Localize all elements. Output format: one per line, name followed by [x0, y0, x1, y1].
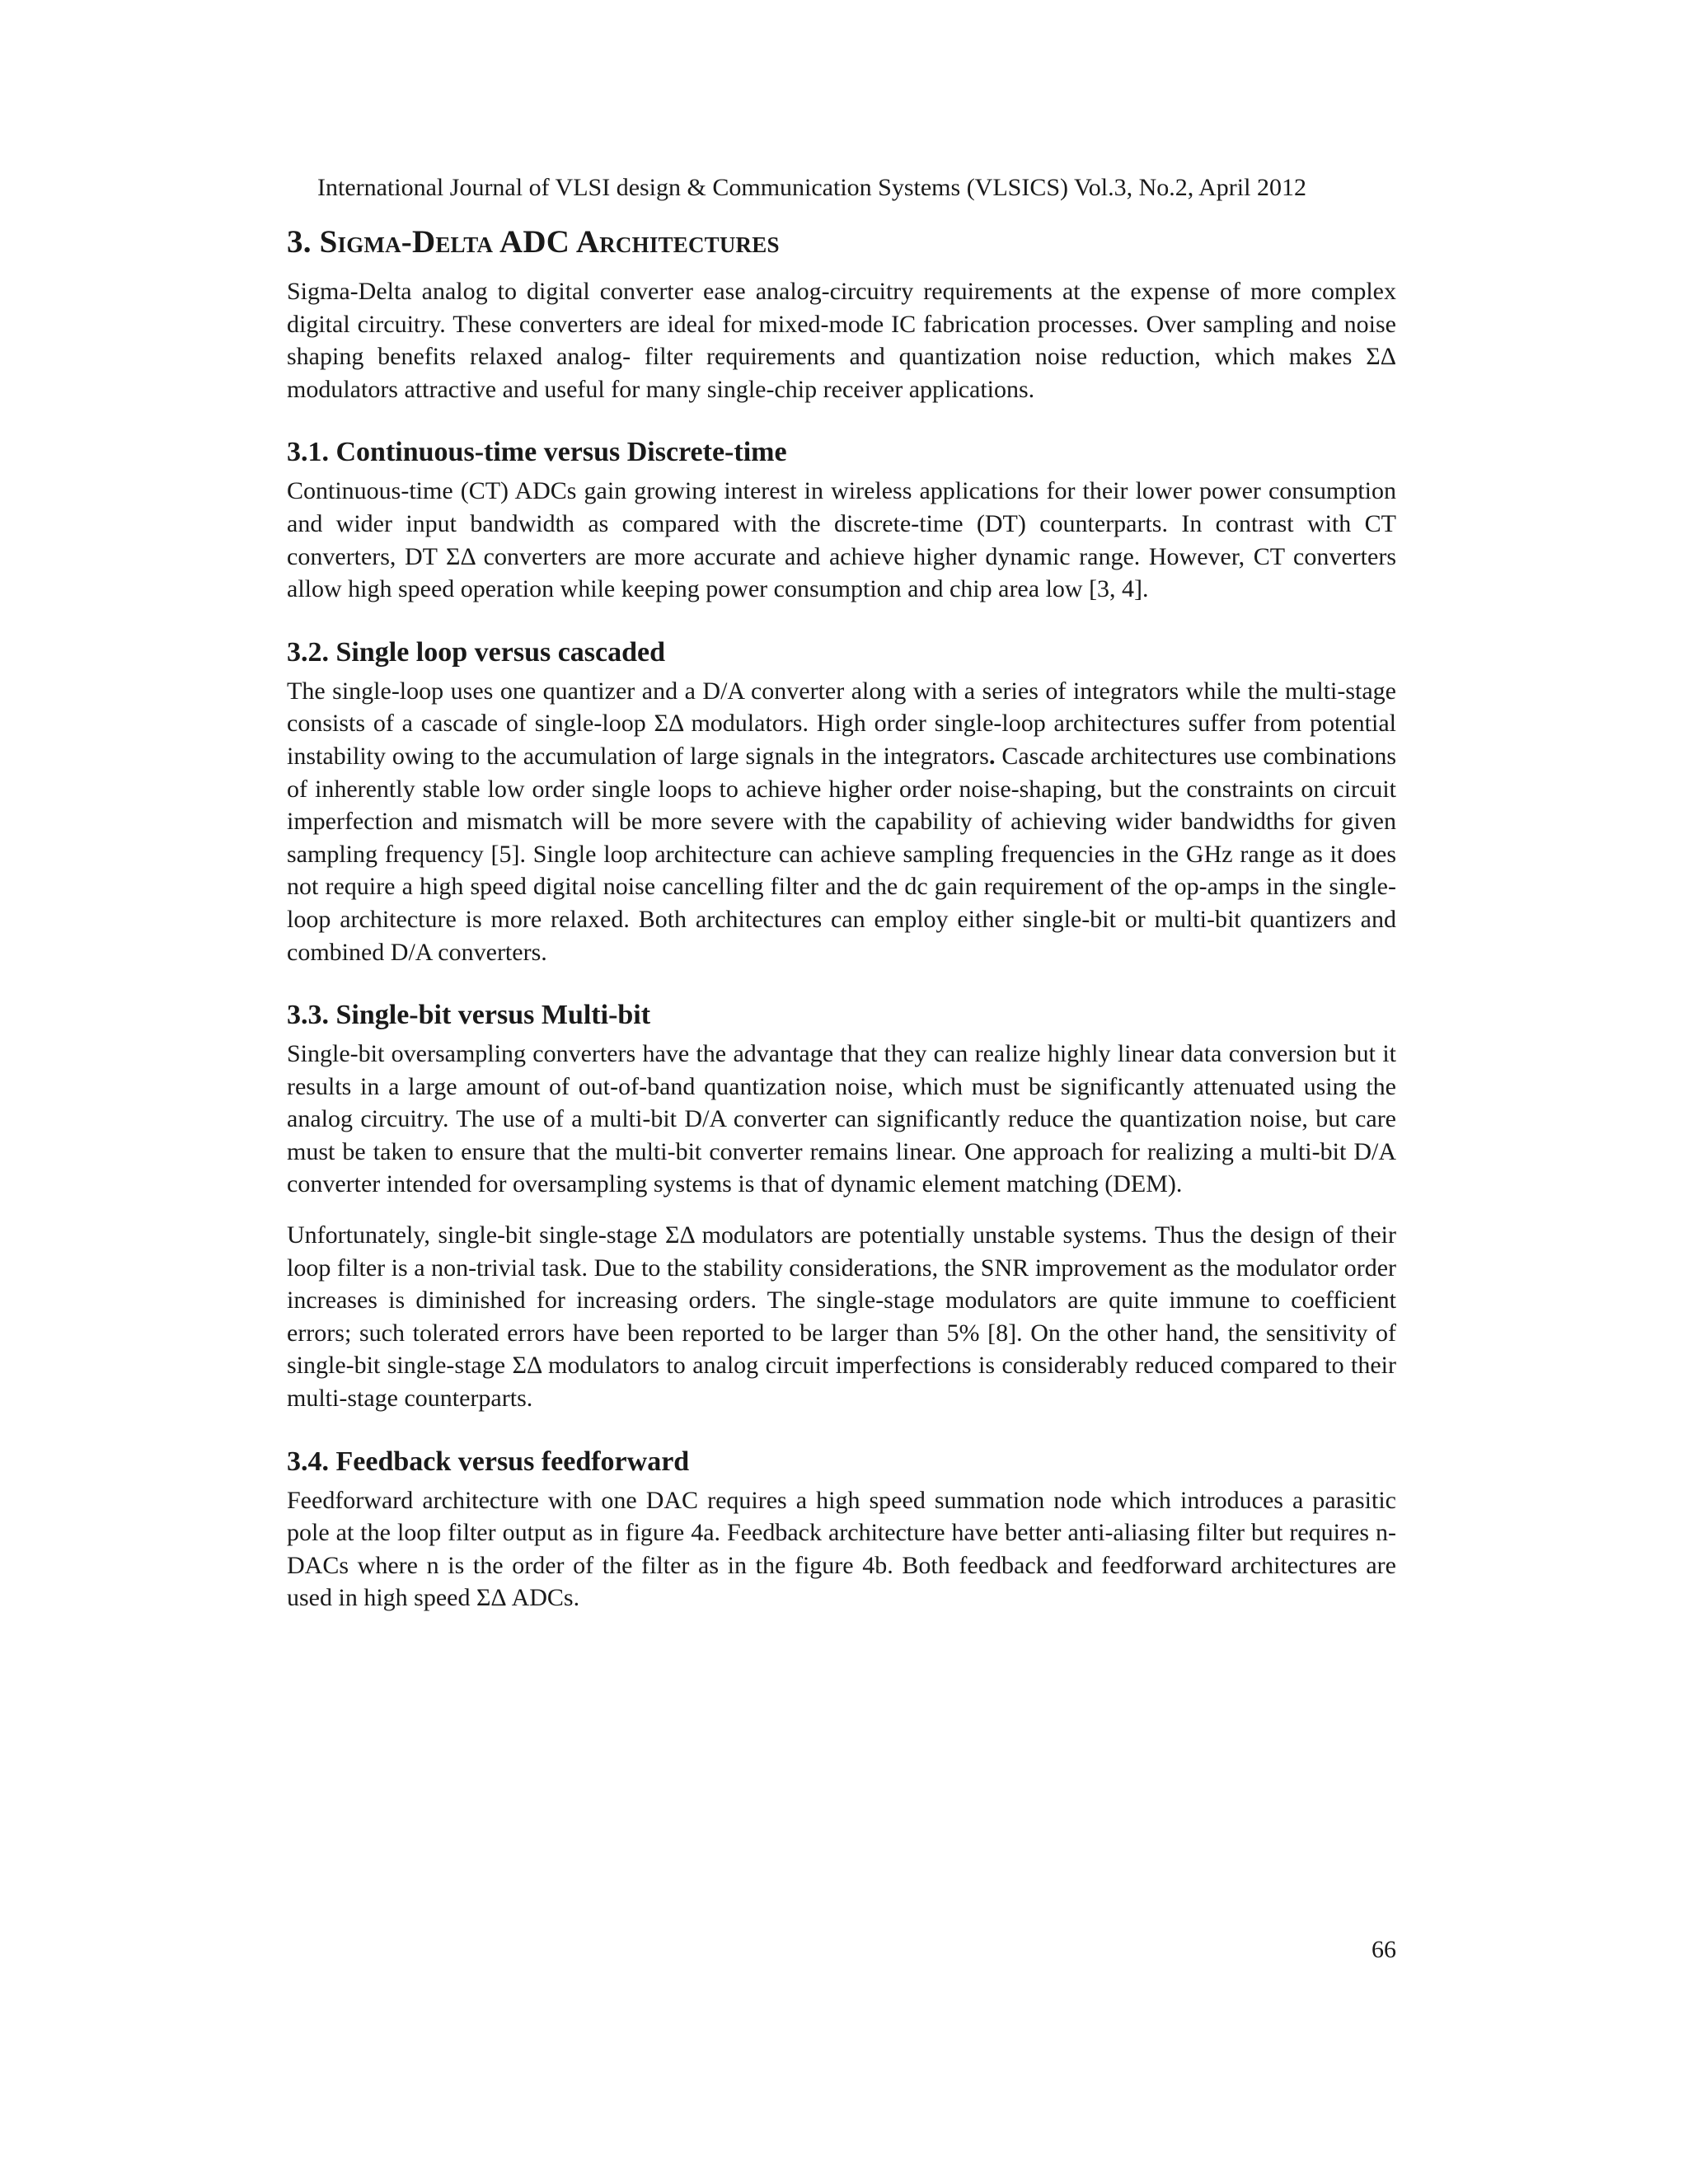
- paragraph-3-2-part-1: The single-loop uses one quantizer and a D/A converter along with a series of integrators while the multi-stage consists of a cascade of single-loop ΣΔ modulators. High order single-loop architectures suffer from potential instability owing to the accumulation of large signals in the integrators: [287, 677, 1396, 770]
- paragraph-3-2-part-2: Cascade architectures use combinations of inherently stable low order single loops to achieve higher order noise-shaping, but the constraints on circuit imperfection and mismatch will be more severe with the capability of achieving wider bandwidths for given sampling frequency [5]. Single loop architecture can achieve sampling frequencies in the GHz range as it does not require a high speed digital noise cancelling filter and the dc gain requirement of the op-amps in the single-loop architecture is more relaxed. Both architectures can employ either single-bit or multi-bit quantizers and combined D/A converters.: [287, 742, 1396, 966]
- section-title: 3. Sigma-Delta ADC Architectures: [287, 224, 780, 260]
- subsection-title-3-3: 3.3. Single-bit versus Multi-bit: [287, 1000, 651, 1031]
- paragraph-3-3-b: Unfortunately, single-bit single-stage ΣΔ modulators are potentially unstable systems. Thus the design of their loop filter is a non-trivial task. Due to the stability considerations, the SNR improvement as the modulator order increases is diminished for increasing orders. The single-stage modulators are quite immune to coefficient errors; such tolerated errors have been reported to be larger than 5% [8]. On the other hand, the sensitivity of single-bit single-stage ΣΔ modulators to analog circuit imperfections is considerably reduced compared to their multi-stage counterparts.: [287, 1221, 1396, 1413]
- subsection-title-3-1: 3.1. Continuous-time versus Discrete-time: [287, 437, 787, 468]
- paragraph-3-1: Continuous-time (CT) ADCs gain growing interest in wireless applications for their lower power consumption and wider input bandwidth as compared with the discrete-time (DT) counterparts. In contrast with CT converters, DT ΣΔ converters are more accurate and achieve higher dynamic range. However, CT converters allow high speed operation while keeping power consumption and chip area low [3, 4].: [287, 477, 1396, 603]
- paragraph-3-2-bold-period: .: [988, 742, 996, 770]
- paragraph-3-4: Feedforward architecture with one DAC requires a high speed summation node which introduces a parasitic pole at the loop filter output as in figure 4a. Feedback architecture have better anti-aliasing filter but requires n-DACs where n is the order of the filter as in the figure 4b. Both feedback and feedforward architectures are used in high speed ΣΔ ADCs.: [287, 1486, 1396, 1612]
- paragraph-3-2: [287, 675, 1396, 968]
- page-body: [287, 221, 1396, 1643]
- paragraph-3-3-a: Single-bit oversampling converters have the advantage that they can realize highly linear data conversion but it results in a large amount of out-of-band quantization noise, which must be significantly attenuated using the analog circuitry. The use of a multi-bit D/A converter can significantly reduce the quantization noise, but care must be taken to ensure that the multi-bit converter remains linear. One approach for realizing a multi-bit D/A converter intended for oversampling systems is that of dynamic element matching (DEM).: [287, 1040, 1396, 1198]
- subsection-title-3-2: 3.2. Single loop versus cascaded: [287, 636, 666, 668]
- page-number: 66: [1372, 1936, 1396, 1963]
- subsection-title-3-4: 3.4. Feedback versus feedforward: [287, 1446, 690, 1477]
- running-header: International Journal of VLSI design & Communication Systems (VLSICS) Vol.3, No.2, April 2012: [317, 174, 1306, 201]
- section-intro-paragraph: Sigma-Delta analog to digital converter ease analog-circuitry requirements at the expense of more complex digital circuitry. These converters are ideal for mixed-mode IC fabrication processes. Over sampling and noise shaping benefits relaxed analog- filter requirements and quantization noise reduction, which makes ΣΔ modulators attractive and useful for many single-chip receiver applications.: [287, 278, 1396, 403]
